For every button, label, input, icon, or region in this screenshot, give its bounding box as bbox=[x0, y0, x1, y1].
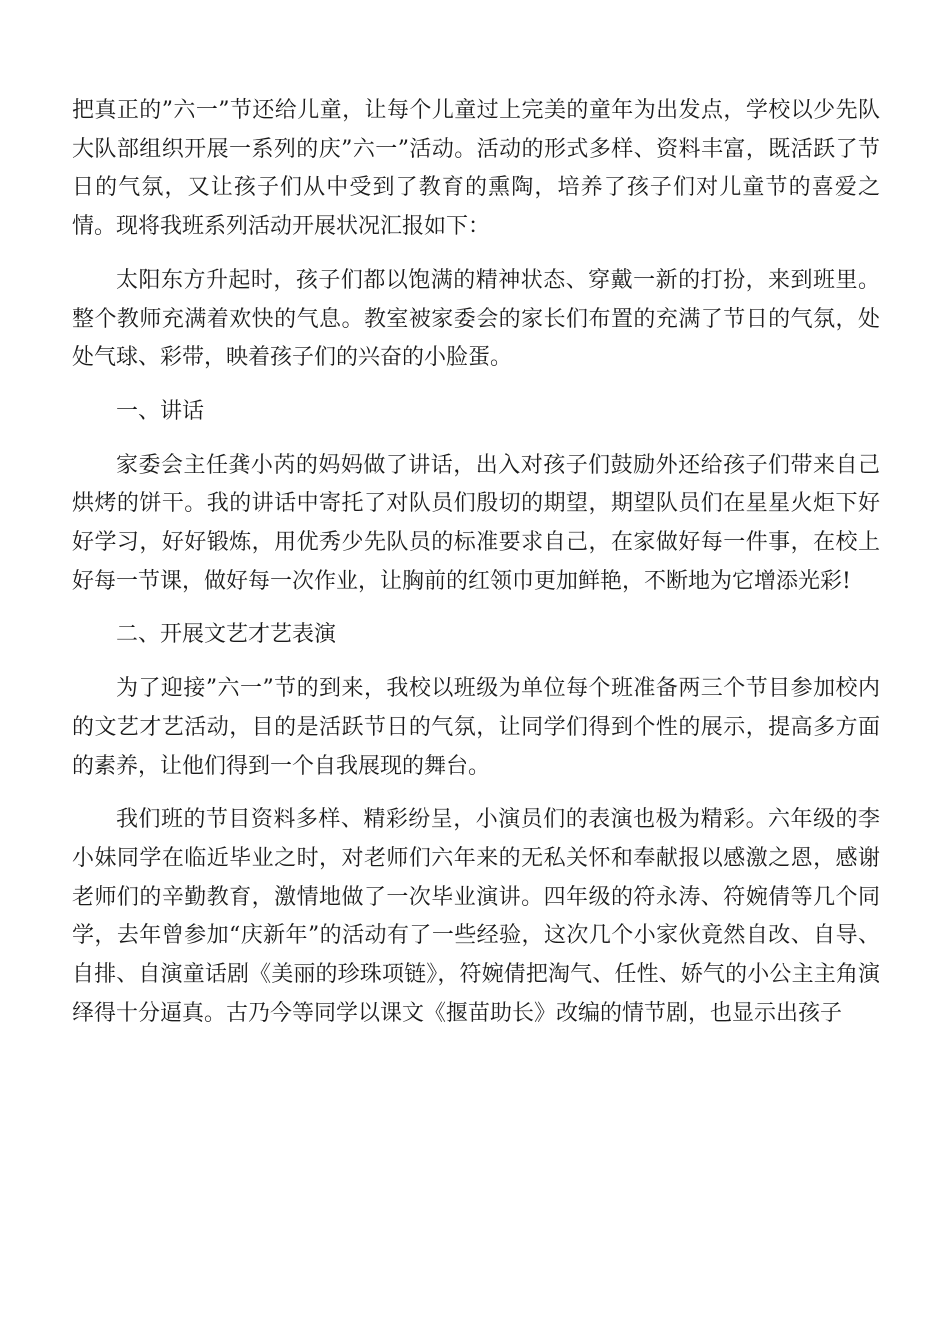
paragraph-morning: 太阳东方升起时，孩子们都以饱满的精神状态、穿戴一新的打扮，来到班里。整个教师充满着欢快的气息。教室被家委会的家长们布置的充满了节日的气氛，处处气球、彩带，映着孩子们的兴奋的小脸蛋。 bbox=[72, 267, 880, 371]
section-heading-speech: 一、讲话 bbox=[116, 398, 205, 424]
document-body bbox=[72, 92, 880, 1048]
paragraph-speech: 家委会主任龚小芮的妈妈做了讲话，出入对孩子们鼓励外还给孩子们带来自己烘烤的饼干。我的讲话中寄托了对队员们殷切的期望，期望队员们在星星火炬下好好学习，好好锻炼，用优秀少先队员的标准要求自己，在家做好每一件事，在校上好每一节课，做好每一次作业，让胸前的红领巾更加鲜艳，不断地为它增添光彩! bbox=[72, 452, 880, 594]
paragraph-performance-detail: 我们班的节目资料多样、精彩纷呈，小演员们的表演也极为精彩。六年级的李小妹同学在临近毕业之时，对老师们六年来的无私关怀和奉献报以感激之恩，感谢老师们的辛勤教育，激情地做了一次毕业演讲。四年级的符永涛、符婉倩等几个同学，去年曾参加“庆新年”的活动有了一些经验，这次几个小家伙竟然自改、自导、自排、自演童话剧《美丽的珍珠项链》，符婉倩把淘气、任性、娇气的小公主主角演绎得十分逼真。古乃今等同学以课文《揠苗助长》改编的情节剧，也显示出孩子 bbox=[72, 807, 880, 1026]
section-heading-performance: 二、开展文艺才艺表演 bbox=[116, 622, 337, 648]
paragraph-intro: 把真正的”六一”节还给儿童，让每个儿童过上完美的童年为出发点，学校以少先队大队部组织开展一系列的庆”六一”活动。活动的形式多样、资料丰富，既活跃了节日的气氛，又让孩子们从中受到了教育的熏陶，培养了孩子们对儿童节的喜爱之情。现将我班系列活动开展状况汇报如下： bbox=[72, 98, 880, 240]
paragraph-performance-intro: 为了迎接”六一”节的到来，我校以班级为单位每个班准备两三个节目参加校内的文艺才艺活动，目的是活跃节日的气氛，让同学们得到个性的展示，提高多方面的素养，让他们得到一个自我展现的舞台。 bbox=[72, 676, 880, 779]
